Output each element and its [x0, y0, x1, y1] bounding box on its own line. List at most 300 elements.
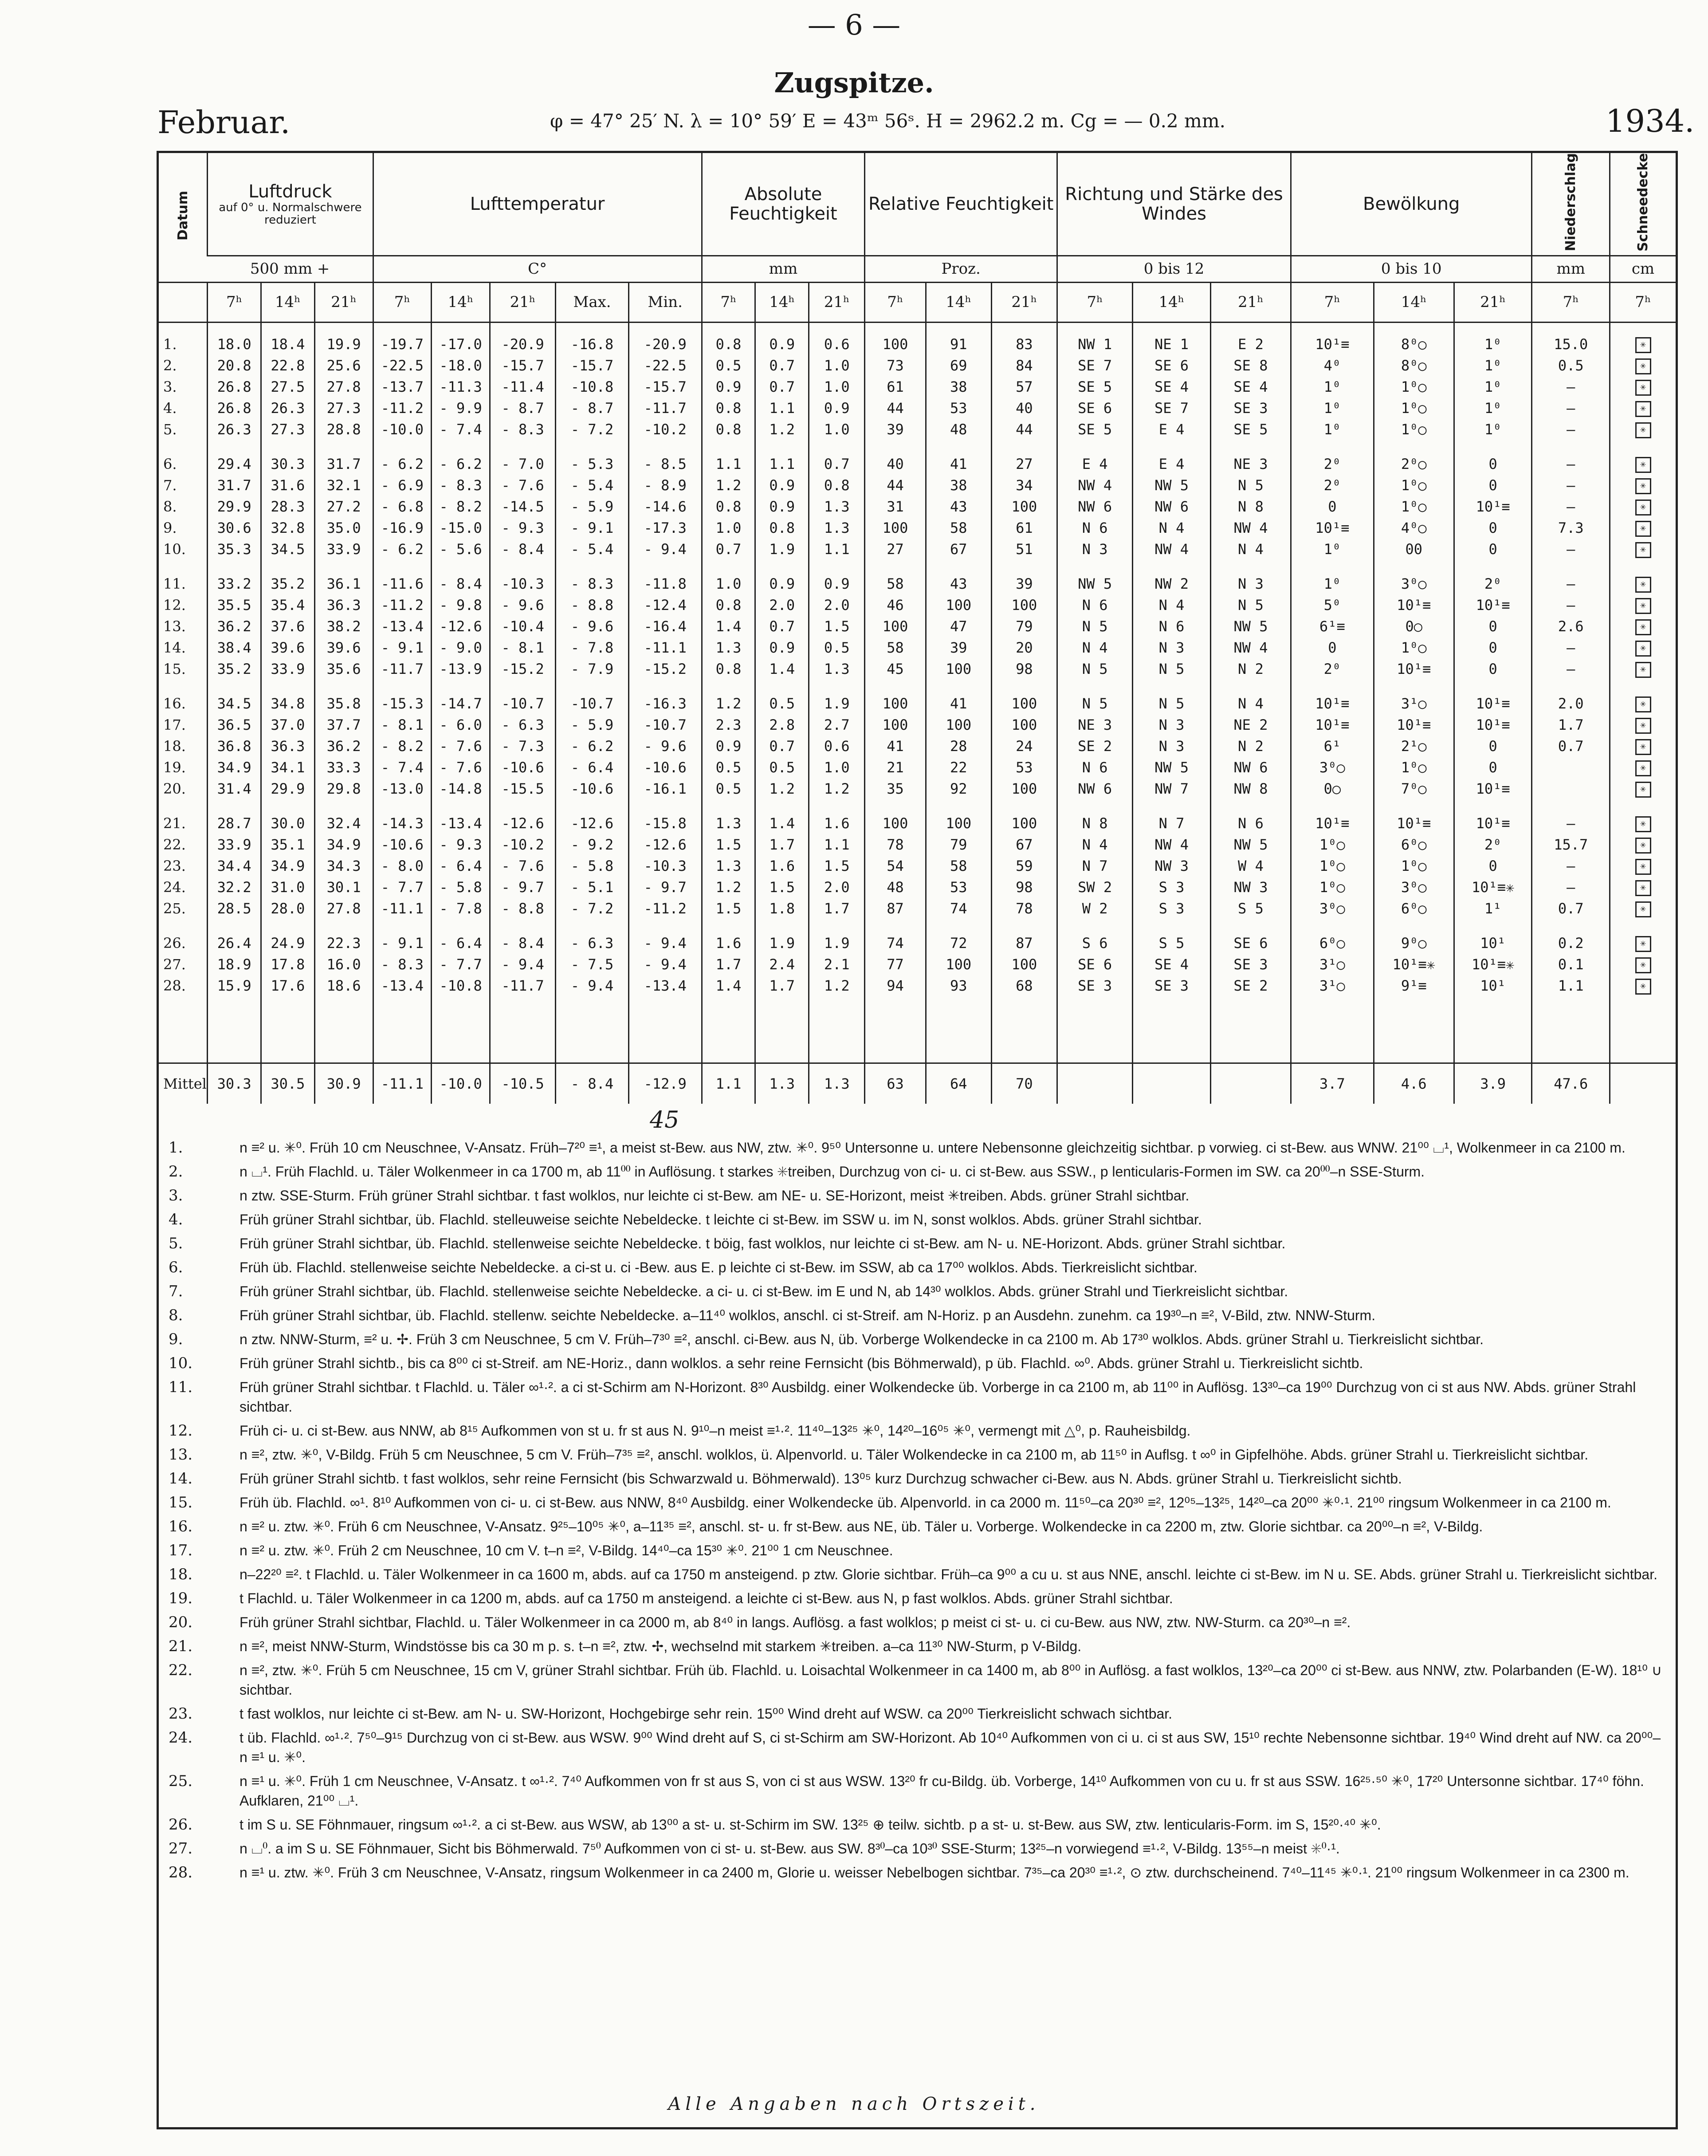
table-row [159, 736, 1676, 757]
table-cell: 43 [926, 573, 991, 594]
table-cell: 2.0 [809, 594, 865, 616]
note-text: n ztw. NNW-Sturm, ≡² u. ✢. Früh 3 cm Neuschnee, 5 cm V. Früh–7³⁰ ≡², anschl. ci-Bew. aus N, üb. Vorberge Wolkendecke in ca 2100 m. Ab 17³⁰ wolklos. Abds. grüner Strahl u. Tierkreislicht sichtbar. [240, 1331, 1484, 1347]
note-text: t üb. Flachld. ∞¹·². 7⁵⁰–9¹⁵ Durchzug von ci st-Bew. aus WSW. 9⁰⁰ Wind dreht auf S, ci st-Schirm am SW-Horizont. Ab 10⁴⁰ Aufkommen von ci u. ci st aus SW, 15¹⁰ rechte Nebensonne sichtbar. 19⁴⁰ Wind dreht auf NW. ca 20⁰⁰–n ≡¹ u. ✳⁰. [240, 1730, 1661, 1765]
table-cell: 38.2 [314, 616, 373, 637]
snow-cover-icon: ✳ [1635, 598, 1651, 614]
table-cell: NW 3 [1210, 877, 1291, 898]
table-cell: 53 [926, 397, 991, 419]
table-cell [1610, 954, 1676, 975]
table-cell: 29.9 [261, 778, 315, 813]
table-cell: -10.0 [373, 419, 432, 453]
table-cell: -10.8 [432, 975, 490, 996]
table-cell: SE 3 [1210, 397, 1291, 419]
table-cell: 2.3 [702, 714, 755, 736]
snow-cover-icon: ✳ [1635, 718, 1651, 734]
table-cell: S 5 [1133, 932, 1211, 954]
hour-header: 14ʰ [1133, 283, 1211, 323]
note-row [160, 1613, 1668, 1632]
table-cell: 35.2 [261, 573, 315, 594]
unit-niederschlag: mm [1532, 256, 1610, 283]
table-cell [1610, 573, 1676, 594]
table-row [159, 855, 1676, 877]
spacer-cell [159, 996, 208, 1063]
table-cell: 0 [1454, 757, 1532, 778]
table-cell: 41 [865, 736, 926, 757]
note-row [160, 1210, 1668, 1229]
table-row [159, 496, 1676, 517]
table-cell: 78 [991, 898, 1057, 932]
table-cell: 0.7 [1532, 898, 1610, 932]
spacer-cell [991, 323, 1057, 334]
table-cell: N 4 [1210, 693, 1291, 714]
table-cell: - 8.8 [490, 898, 556, 932]
note-text: n ≡¹ u. ztw. ✳⁰. Früh 3 cm Neuschnee, V-Ansatz, ringsum Wolkenmeer in ca 2400 m, Glorie u. weisser Nebelbogen sichtbar. 7³⁵–ca 20³⁰ ≡¹·², ⊙ ztw. durchscheinend. 7⁴⁰–11⁴⁵ ✳⁰·¹. 21⁰⁰ ringsum Wolkenmeer in ca 2300 m. [240, 1865, 1629, 1881]
table-cell: 32.8 [261, 517, 315, 539]
spacer-cell [628, 996, 702, 1063]
table-cell: -10.3 [628, 855, 702, 877]
table-cell: 0 [1454, 616, 1532, 637]
table-cell: 100 [926, 594, 991, 616]
table-cell: N 3 [1210, 573, 1291, 594]
table-cell: 33.9 [314, 539, 373, 573]
table-cell: 36.2 [314, 736, 373, 757]
hour-header: 7ʰ [1610, 283, 1676, 323]
table-cell: 1.1 [1532, 975, 1610, 996]
table-cell: -11.2 [373, 594, 432, 616]
table-cell: N 4 [1133, 517, 1211, 539]
unit-wind: 0 bis 12 [1057, 256, 1291, 283]
mean-cell [1210, 1063, 1291, 1104]
table-cell: 1⁰ [1454, 419, 1532, 453]
table-cell: 37.6 [261, 616, 315, 637]
spacer-cell [373, 996, 432, 1063]
table-cell: 35 [865, 778, 926, 813]
table-cell: 73 [865, 355, 926, 376]
table-row [159, 693, 1676, 714]
spacer-cell [490, 996, 556, 1063]
table-cell: 1.4 [702, 616, 755, 637]
table-cell: 27 [865, 539, 926, 573]
spacer-cell [628, 323, 702, 334]
table-cell: - 6.3 [490, 714, 556, 736]
note-text: t Flachld. u. Täler Wolkenmeer in ca 1200 m, abds. auf ca 1750 m ansteigend. a leichte ci st-Bew. aus N, p fast wolklos. Abds. grüner Strahl sichtbar. [240, 1590, 1173, 1606]
table-cell: 0.9 [702, 736, 755, 757]
table-cell: NW 5 [1210, 834, 1291, 855]
table-cell: N 6 [1057, 594, 1133, 616]
table-cell [1610, 693, 1676, 714]
table-cell: W 2 [1057, 898, 1133, 932]
table-cell: 0 [1454, 517, 1532, 539]
table-cell: - 5.1 [556, 877, 629, 898]
table-cell: 45 [865, 658, 926, 693]
table-cell: SE 2 [1210, 975, 1291, 996]
table-cell: 0 [1454, 539, 1532, 573]
row-date: 23. [163, 858, 186, 875]
table-cell: 28 [926, 736, 991, 757]
spacer-cell [1057, 996, 1133, 1063]
table-cell: 24.9 [261, 932, 315, 954]
table-cell: 61 [991, 517, 1057, 539]
table-cell: 1⁰○ [1374, 475, 1454, 496]
table-cell: 39.6 [261, 637, 315, 658]
row-date: 11. [163, 575, 186, 593]
table-cell [1610, 898, 1676, 932]
table-cell: - 7.2 [556, 419, 629, 453]
row-date: 15. [163, 661, 186, 678]
table-cell: 28.7 [208, 813, 261, 834]
table-cell: 26.3 [208, 419, 261, 453]
table-cell: 100 [865, 714, 926, 736]
table-cell: 53 [926, 877, 991, 898]
table-cell: 2.0 [809, 877, 865, 898]
table-cell: 33.2 [208, 573, 261, 594]
table-cell: 0.8 [809, 475, 865, 496]
table-row [159, 932, 1676, 954]
table-cell: 87 [865, 898, 926, 932]
table-cell: 38 [926, 475, 991, 496]
station-title: Zugspitze. [774, 67, 934, 99]
table-cell: SE 6 [1210, 932, 1291, 954]
table-cell: S 6 [1057, 932, 1133, 954]
spacer-cell [556, 323, 629, 334]
table-cell: 100 [991, 496, 1057, 517]
table-cell: 1.3 [809, 658, 865, 693]
table-cell: -13.4 [628, 975, 702, 996]
mean-cell: 1.3 [809, 1063, 865, 1104]
table-cell: -10.6 [628, 757, 702, 778]
row-date: 2. [163, 357, 177, 374]
table-cell: 0.7 [1532, 736, 1610, 757]
note-date: 19. [169, 1589, 193, 1607]
unit-rel: Proz. [865, 256, 1057, 283]
spacer-cell [261, 323, 315, 334]
table-cell: 58 [865, 573, 926, 594]
table-row [159, 813, 1676, 834]
note-text: n ≡² u. ✳⁰. Früh 10 cm Neuschnee, V-Ansatz. Früh–7²⁰ ≡¹, a meist st-Bew. aus NW, ztw. ✳⁰. 9⁵⁰ Untersonne u. untere Nebensonne gleichzeitig sichtbar. p vorwieg. ci st-Bew. aus WNW. 21⁰⁰ ⌴¹, Wolkenmeer in ca 2100 m. [240, 1140, 1626, 1156]
col-relative-feuchtigkeit: Relative Feuchtigkeit [868, 194, 1054, 215]
table-cell: -12.6 [556, 813, 629, 834]
table-cell: – [1532, 419, 1610, 453]
table-cell: - 9.3 [432, 834, 490, 855]
hour-header: 21ʰ [991, 283, 1057, 323]
mean-cell: 30.9 [314, 1063, 373, 1104]
snow-cover-icon: ✳ [1635, 521, 1651, 537]
note-row [160, 1445, 1668, 1464]
snow-cover-icon: ✳ [1635, 422, 1651, 438]
table-cell: 34.9 [314, 834, 373, 855]
table-cell: 61 [865, 376, 926, 397]
table-cell: 36.2 [208, 616, 261, 637]
table-cell: 2.0 [1532, 693, 1610, 714]
table-cell: SE 7 [1133, 397, 1211, 419]
table-cell: 100 [865, 813, 926, 834]
table-cell: 0.5 [755, 757, 809, 778]
table-cell: 2.4 [755, 954, 809, 975]
table-cell: 28.3 [261, 496, 315, 517]
table-cell: -14.6 [628, 496, 702, 517]
table-cell: -14.7 [432, 693, 490, 714]
table-cell: 1.0 [702, 517, 755, 539]
mean-cell: -10.0 [432, 1063, 490, 1104]
table-cell: - 6.0 [432, 714, 490, 736]
note-text: n–22²⁰ ≡². t Flachld. u. Täler Wolkenmeer in ca 1600 m, abds. auf ca 1750 m ansteigend. p ztw. Glorie sichtbar. Früh–ca 9⁰⁰ a cu u. st aus NNE, anschl. leichte ci st-Bew. im N u. SE. Abds. grüner Strahl u. Tierkreislicht sichtbar. [240, 1566, 1657, 1582]
table-cell: 91 [926, 334, 991, 355]
table-cell: 34.1 [261, 757, 315, 778]
note-row [160, 1377, 1668, 1416]
table-cell: 10¹≡✳ [1454, 954, 1532, 975]
table-row [159, 475, 1676, 496]
table-cell: 2⁰ [1291, 475, 1374, 496]
table-cell: 1.3 [809, 496, 865, 517]
row-date: 16. [163, 695, 186, 712]
table-cell: - 7.6 [432, 757, 490, 778]
table-cell: 20 [991, 637, 1057, 658]
table-cell: 10¹≡ [1291, 517, 1374, 539]
hour-header: 7ʰ [1532, 283, 1610, 323]
table-cell: - 9.0 [432, 637, 490, 658]
table-cell: 33.9 [208, 834, 261, 855]
table-cell: - 7.8 [556, 637, 629, 658]
table-cell: - 5.8 [432, 877, 490, 898]
table-cell: 1.6 [755, 855, 809, 877]
spacer-cell [1454, 996, 1532, 1063]
table-cell: 10¹≡ [1454, 813, 1532, 834]
table-cell: -10.7 [556, 693, 629, 714]
note-row [160, 1282, 1668, 1301]
note-row [160, 1565, 1668, 1584]
table-cell: N 6 [1133, 616, 1211, 637]
note-date: 9. [169, 1330, 183, 1348]
hour-header: 14ʰ [432, 283, 490, 323]
spacer-cell [314, 996, 373, 1063]
table-cell: - 6.4 [432, 855, 490, 877]
note-text: Früh grüner Strahl sichtb., bis ca 8⁰⁰ ci st-Streif. am NE-Horiz., dann wolklos. a sehr reine Fernsicht (bis Böhmerwald), p üb. Flachld. ∞⁰. Abds. grüner Strahl u. Tierkreislicht sichtb. [240, 1355, 1363, 1371]
note-date: 20. [169, 1613, 193, 1631]
row-date: 3. [163, 378, 177, 396]
mean-cell: 47.6 [1532, 1063, 1610, 1104]
table-cell: -11.1 [628, 637, 702, 658]
table-cell: 0 [1454, 453, 1532, 475]
table-cell: – [1532, 813, 1610, 834]
table-cell: -11.3 [432, 376, 490, 397]
table-cell: -20.9 [490, 334, 556, 355]
table-cell: 1⁰ [1291, 376, 1374, 397]
row-date: 12. [163, 597, 186, 614]
table-cell: -19.7 [373, 334, 432, 355]
table-cell: - 8.1 [373, 714, 432, 736]
table-cell: N 4 [1210, 539, 1291, 573]
table-row [159, 898, 1676, 932]
note-text: n ≡², meist NNW-Sturm, Windstösse bis ca 30 m p. s. t–n ≡², ztw. ✢, wechselnd mit starkem ✳treiben. a–ca 11³⁰ NW-Sturm, p V-Bildg. [240, 1638, 1082, 1654]
note-text: Früh üb. Flachld. stellenweise seichte Nebeldecke. a ci-st u. ci -Bew. aus E. p leichte ci st-Bew. im SSW, ab ca 17⁰⁰ wolklos. Abds. Tierkreislicht sichtbar. [240, 1259, 1198, 1275]
table-cell: 100 [991, 693, 1057, 714]
table-cell: NW 7 [1133, 778, 1211, 813]
table-cell: -14.3 [373, 813, 432, 834]
table-cell [1610, 594, 1676, 616]
table-cell: 31.4 [208, 778, 261, 813]
note-text: Früh grüner Strahl sichtbar, üb. Flachld. stellenw. seichte Nebeldecke. a–11⁴⁰ wolklos, anschl. ci st-Streif. am N-Horiz. p an Ausdehn. zunehm. ca 19³⁰–n ≡², V-Bild, ztw. NNW-Sturm. [240, 1307, 1376, 1323]
table-cell: – [1532, 376, 1610, 397]
note-text: Früh grüner Strahl sichtbar, Flachld. u. Täler Wolkenmeer in ca 2000 m, ab 8⁴⁰ in langs. Auflösg. a fast wolklos; p meist ci st- u. ci cu-Bew. aus NW, ztw. NW-Sturm. ca 20³⁰–n ≡². [240, 1614, 1351, 1630]
table-cell: 1.3 [809, 517, 865, 539]
note-date: 8. [169, 1306, 183, 1324]
table-cell: 1.0 [809, 355, 865, 376]
table-cell: SE 4 [1133, 954, 1211, 975]
table-cell: 0.8 [702, 496, 755, 517]
hour-header: 14ʰ [261, 283, 315, 323]
row-date: 20. [163, 780, 186, 798]
table-cell: - 6.2 [373, 539, 432, 573]
row-date: 25. [163, 900, 186, 917]
table-cell: 1⁰ [1454, 397, 1532, 419]
snow-cover-icon: ✳ [1635, 901, 1651, 917]
table-cell: 36.1 [314, 573, 373, 594]
table-cell: -22.5 [628, 355, 702, 376]
table-cell: NW 6 [1133, 496, 1211, 517]
table-cell: - 5.9 [556, 496, 629, 517]
table-cell: -13.7 [373, 376, 432, 397]
table-cell: 3⁰○ [1291, 898, 1374, 932]
note-text: n ztw. SSE-Sturm. Früh grüner Strahl sichtbar. t fast wolklos, nur leichte ci st-Bew. am NE- u. SE-Horizont, meist ✳treiben. Abds. grüner Strahl sichtbar. [240, 1188, 1190, 1204]
table-cell: 0.8 [702, 419, 755, 453]
table-cell: -10.3 [490, 573, 556, 594]
table-cell: - 8.3 [432, 475, 490, 496]
note-text: n ≡², ztw. ✳⁰. Früh 5 cm Neuschnee, 15 cm V, grüner Strahl sichtbar. Früh üb. Flachld. u. Loisachtal Wolkenmeer in ca 1400 m, ab 8⁰⁰ in Auflösg. a fast wolklos, 13²⁰–ca 20⁰⁰ ci st-Bew. aus NNW, ztw. Polarbanden (E-W). 18¹⁰ ∪ sichtbar. [240, 1662, 1662, 1698]
table-cell: - 7.8 [432, 898, 490, 932]
table-cell: NW 8 [1210, 778, 1291, 813]
note-date: 12. [169, 1422, 193, 1440]
table-cell: 69 [926, 355, 991, 376]
table-cell: N 4 [1057, 637, 1133, 658]
table-cell: N 3 [1057, 539, 1133, 573]
table-cell: 10¹≡ [1454, 496, 1532, 517]
table-cell: 6⁰○ [1291, 932, 1374, 954]
note-date: 10. [169, 1354, 193, 1372]
table-cell: 41 [926, 693, 991, 714]
table-cell: 15.9 [208, 975, 261, 996]
snow-cover-icon: ✳ [1635, 619, 1651, 635]
table-cell: N 4 [1057, 834, 1133, 855]
table-cell [1610, 877, 1676, 898]
table-cell: NW 5 [1210, 616, 1291, 637]
table-cell: 15.7 [1532, 834, 1610, 855]
table-cell: 100 [991, 954, 1057, 975]
table-cell: 27 [991, 453, 1057, 475]
table-cell: 1.4 [755, 658, 809, 693]
table-cell: 28.8 [314, 419, 373, 453]
note-text: Früh grüner Strahl sichtbar, üb. Flachld. stelleuweise seichte Nebeldecke. t leichte ci st-Bew. im SSW u. im N, sonst wolklos. Abds. grüner Strahl sichtbar. [240, 1212, 1202, 1228]
table-cell: 1.2 [755, 419, 809, 453]
table-cell: 1.1 [809, 834, 865, 855]
table-cell: 34.8 [261, 693, 315, 714]
note-text: n ⌴⁰. a im S u. SE Föhnmauer, Sicht bis Böhmerwald. 7⁵⁰ Aufkommen von ci st- u. st-Bew. aus SW. 8³⁰–ca 10³⁰ SSE-Sturm; 13²⁵–n vorwiegend ≡¹·², V-Bildg. 13⁵⁵–n meist ✳⁰·¹. [240, 1841, 1340, 1857]
table-cell: - 8.4 [490, 539, 556, 573]
table-cell: -15.2 [628, 658, 702, 693]
table-cell: 1.2 [702, 877, 755, 898]
table-cell: 100 [865, 693, 926, 714]
table-cell: 1.2 [809, 778, 865, 813]
table-cell: 47 [926, 616, 991, 637]
table-cell: 35.0 [314, 517, 373, 539]
table-cell: 0.7 [755, 616, 809, 637]
note-row [160, 1771, 1668, 1810]
table-cell: 1.4 [702, 975, 755, 996]
spacer-cell [702, 323, 755, 334]
table-cell: -10.2 [490, 834, 556, 855]
table-cell: 10¹≡ [1454, 594, 1532, 616]
table-cell: N 6 [1057, 517, 1133, 539]
table-cell: - 5.3 [556, 453, 629, 475]
table-cell: 22 [926, 757, 991, 778]
table-cell: 1.9 [809, 693, 865, 714]
table-cell: 74 [865, 932, 926, 954]
spacer-cell [1291, 996, 1374, 1063]
hour-header: 7ʰ [373, 283, 432, 323]
table-cell: 1.9 [755, 539, 809, 573]
table-cell: 0.9 [809, 397, 865, 419]
table-row [159, 834, 1676, 855]
table-cell: 0○ [1291, 778, 1374, 813]
hour-header: 14ʰ [1374, 283, 1454, 323]
table-cell: 00 [1374, 539, 1454, 573]
table-cell: 0 [1454, 855, 1532, 877]
table-cell: 1.3 [702, 855, 755, 877]
row-date: 4. [163, 400, 177, 417]
spacer-cell [1210, 996, 1291, 1063]
table-cell: N 5 [1057, 658, 1133, 693]
table-cell: 7.3 [1532, 517, 1610, 539]
table-row [159, 419, 1676, 453]
station-coordinates: φ = 47° 25′ N. λ = 10° 59′ E = 43ᵐ 56ˢ. H = 2962.2 m. Cg = — 0.2 mm. [550, 110, 1225, 132]
table-row [159, 517, 1676, 539]
table-cell: - 7.4 [432, 419, 490, 453]
col-bewoelkung: Bewölkung [1363, 194, 1460, 215]
observation-table [159, 153, 1676, 1104]
table-cell: SE 5 [1057, 376, 1133, 397]
table-cell: SE 2 [1057, 736, 1133, 757]
table-cell: 1⁰○ [1374, 419, 1454, 453]
row-date: 18. [163, 738, 186, 755]
note-row [160, 1839, 1668, 1858]
table-cell: NW 6 [1210, 757, 1291, 778]
spacer-cell [702, 996, 755, 1063]
table-cell: 100 [926, 954, 991, 975]
table-cell: 3¹○ [1291, 975, 1374, 996]
spacer-cell [208, 996, 261, 1063]
table-cell: 37.7 [314, 714, 373, 736]
table-cell: N 6 [1057, 757, 1133, 778]
col-datum: Datum [175, 190, 191, 240]
daily-notes [160, 1138, 1668, 1887]
table-cell: 3⁰○ [1374, 877, 1454, 898]
spacer-cell [432, 323, 490, 334]
table-cell: - 5.4 [556, 475, 629, 496]
table-cell: 1⁰○ [1291, 877, 1374, 898]
table-cell: 28.0 [261, 898, 315, 932]
table-cell: 1⁰ [1454, 334, 1532, 355]
table-row [159, 334, 1676, 355]
note-row [160, 1138, 1668, 1157]
table-cell: NE 1 [1133, 334, 1211, 355]
table-cell: -15.2 [490, 658, 556, 693]
table-cell: 72 [926, 932, 991, 954]
spacer-cell [926, 323, 991, 334]
table-cell: -11.7 [490, 975, 556, 996]
table-cell: 0.7 [755, 355, 809, 376]
table-cell: 79 [991, 616, 1057, 637]
table-cell: N 8 [1210, 496, 1291, 517]
table-cell: 27.8 [314, 376, 373, 397]
